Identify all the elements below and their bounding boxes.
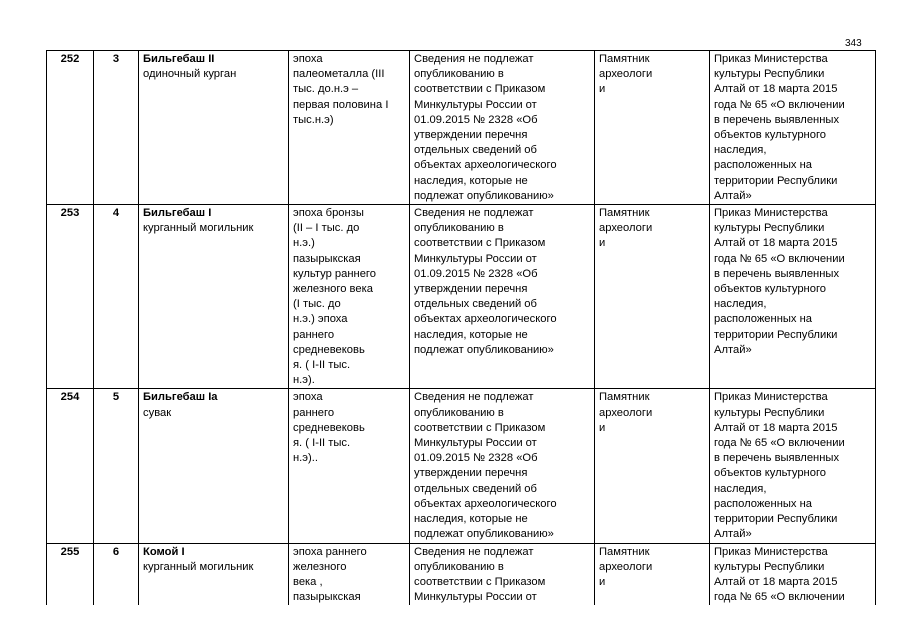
- object-type: курганный могильник: [143, 222, 254, 235]
- reg-number: 254: [47, 389, 94, 543]
- document-cell: Приказ Министерства культуры Республики Алтай от 18 марта 2015 года № 65 «О включении в перечень выявленных объектов культурного наследия, расположенных на территории Республики Алтай»: [710, 51, 876, 205]
- object-name: Бильгебаш II: [143, 53, 215, 65]
- object-type: сувак: [143, 406, 172, 419]
- object-name: Комой I: [143, 545, 185, 558]
- object-cell: [139, 543, 289, 605]
- reg-number: 252: [47, 51, 94, 205]
- item-number: 3: [94, 51, 139, 205]
- table-row: [47, 389, 876, 543]
- item-number: 4: [94, 205, 139, 389]
- period-cell: эпоха палеометалла (III тыс. до.н.э – первая половина I тыс.н.э): [289, 51, 410, 205]
- period-cell: эпоха раннего железного века , пазырыкская: [289, 543, 410, 605]
- object-cell: [139, 51, 289, 205]
- location-cell: Сведения не подлежат опубликованию в соответствии с Приказом Минкультуры России от 01.09.2015 № 2328 «Об утверждении перечня отдельных сведений об объектах археологического наследия, которые не подлежат опубликованию»: [410, 389, 595, 543]
- location-cell: Сведения не подлежат опубликованию в соответствии с Приказом Минкультуры России от 01.09.2015 № 2328 «Об утверждении перечня отдельных сведений об объектах археологического наследия, которые не подлежат опубликованию»: [410, 205, 595, 389]
- document-cell: Приказ Министерства культуры Республики Алтай от 18 марта 2015 года № 65 «О включении в перечень выявленных объектов культурного наследия, расположенных на территории Республики Алтай»: [710, 205, 876, 389]
- location-cell: Сведения не подлежат опубликованию в соответствии с Приказом Минкультуры России от: [410, 543, 595, 605]
- object-name: Бильгебаш Iа: [143, 391, 218, 404]
- category-cell: Памятник археологи и: [595, 389, 710, 543]
- table-row: [47, 51, 876, 205]
- location-cell: Сведения не подлежат опубликованию в соответствии с Приказом Минкультуры России от 01.09.2015 № 2328 «Об утверждении перечня отдельных сведений об объектах археологического наследия, которые не подлежат опубликованию»: [410, 51, 595, 205]
- table-row: [47, 543, 876, 605]
- category-cell: Памятник археологи и: [595, 205, 710, 389]
- table-row: [47, 205, 876, 389]
- period-cell: эпоха бронзы (II – I тыс. до н.э.) пазырыкская культур раннего железного века (I тыс. до н.э.) эпоха раннего средневековь я. ( I-II тыс. н.э).: [289, 205, 410, 389]
- object-cell: [139, 389, 289, 543]
- document-cell: Приказ Министерства культуры Республики Алтай от 18 марта 2015 года № 65 «О включении: [710, 543, 876, 605]
- document-cell: Приказ Министерства культуры Республики Алтай от 18 марта 2015 года № 65 «О включении в перечень выявленных объектов культурного наследия, расположенных на территории Республики Алтай»: [710, 389, 876, 543]
- item-number: 5: [94, 389, 139, 543]
- category-cell: Памятник археологи и: [595, 543, 710, 605]
- reg-number: 253: [47, 205, 94, 389]
- period-cell: эпоха раннего средневековь я. ( I-II тыс. н.э)..: [289, 389, 410, 543]
- category-cell: Памятник археологи и: [595, 51, 710, 205]
- heritage-table: [46, 50, 876, 605]
- object-type: курганный могильник: [143, 560, 254, 573]
- reg-number: 255: [47, 543, 94, 605]
- item-number: 6: [94, 543, 139, 605]
- object-cell: [139, 205, 289, 389]
- object-name: Бильгебаш I: [143, 207, 212, 220]
- page-number: 343: [845, 38, 862, 49]
- object-type: одиночный курган: [143, 68, 237, 81]
